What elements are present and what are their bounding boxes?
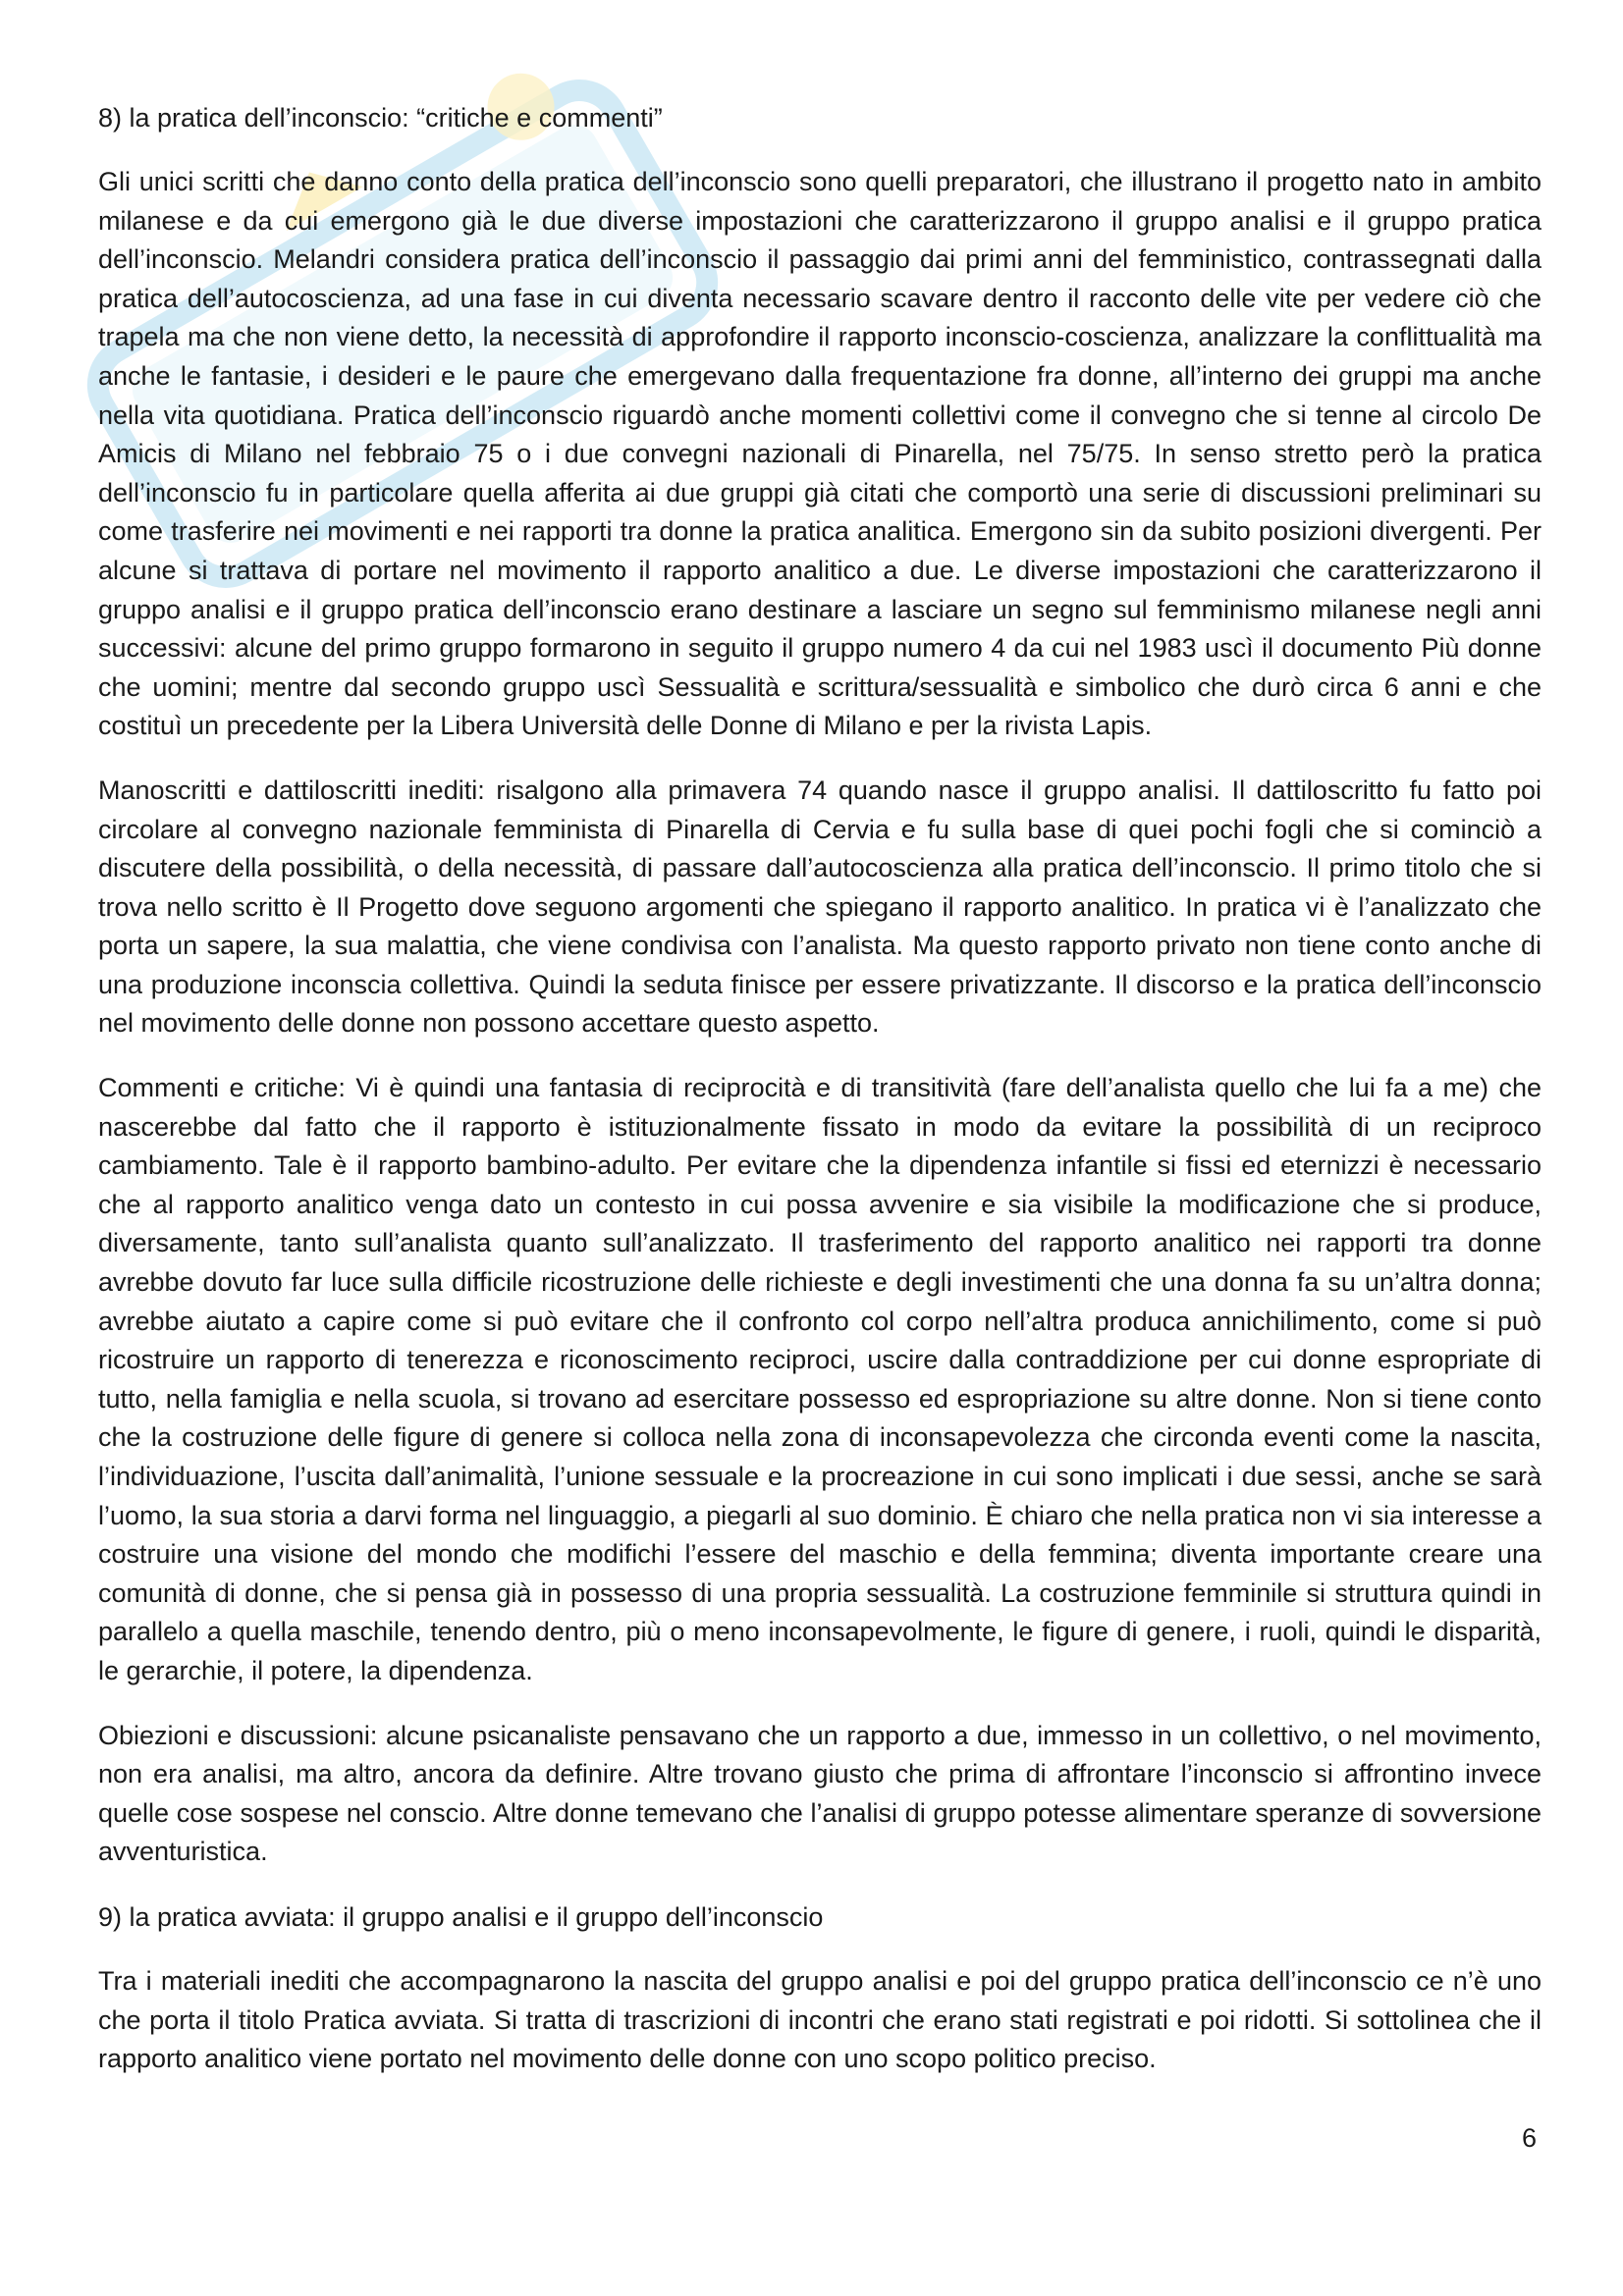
paragraph: Tra i materiali inediti che accompagnarono la nascita del gruppo analisi e poi del gruppo pratica dell’inconscio ce n’è uno che porta il titolo Pratica avviata. Si tratta di trascrizioni di incontri che erano stati registrati e poi ridotti. Si sottolinea che il rapporto analitico viene portato nel movimento delle donne con uno scopo politico preciso.: [98, 1965, 1542, 2074]
section-heading-9: 9) la pratica avviata: il gruppo analisi e il gruppo dell’inconscio: [98, 1901, 824, 1932]
paragraph: Manoscritti e dattiloscritti inediti: risalgono alla primavera 74 quando nasce il gruppo analisi. Il dattiloscritto fu fatto poi circolare al convegno nazionale femminista di Pinarella di Cervia e fu sulla base di quei pochi fogli che si cominciò a discutere della possibilità, o della necessità, di passare dall’autocoscienza alla pratica dell’inconscio. Il primo titolo che si trova nello scritto è Il Progetto dove seguono argomenti che spiegano il rapporto analitico. In pratica vi è l’analizzato che porta un sapere, la sua malattia, che viene condivisa con l’analista. Ma questo rapporto privato non tiene conto anche di una produzione inconscia collettiva. Quindi la seduta finisce per essere privatizzante. Il discorso e la pratica dell’inconscio nel movimento delle donne non possono accettare questo aspetto.: [98, 774, 1542, 1039]
document-page: [98, 98, 1542, 2105]
paragraph: Gli unici scritti che danno conto della pratica dell’inconscio sono quelli preparatori, che illustrano il progetto nato in ambito milanese e da cui emergono già le due diverse impostazioni che caratterizzarono il gruppo analisi e il gruppo pratica dell’inconscio. Melandri considera pratica dell’inconscio il passaggio dai primi anni del femministico, contrassegnati dalla pratica dell’autocoscienza, ad una fase in cui diventa necessario scavare dentro il racconto delle vite per vedere ciò che trapela ma che non viene detto, la necessità di approfondire il rapporto inconscio-coscienza, analizzare la conflittualità ma anche le fantasie, i desideri e le paure che emergevano dalla frequentazione fra donne, all’interno dei gruppi ma anche nella vita quotidiana. Pratica dell’inconscio riguardò anche momenti collettivi come il convegno che si tenne al circolo De Amicis di Milano nel febbraio 75 o i due convegni nazionali di Pinarella, nel 75/75. In senso stretto però la pratica dell’inconscio fu in particolare quella afferita ai due gruppi già citati che comportò una serie di discussioni preliminari su come trasferire nei movimenti e nei rapporti tra donne la pratica analitica. Emergono sin da subito posizioni divergenti. Per alcune si trattava di portare nel movimento il rapporto analitico a due. Le diverse impostazioni che caratterizzarono il gruppo analisi e il gruppo pratica dell’inconscio erano destinare a lasciare un segno sul femminismo milanese negli anni successivi: alcune del primo gruppo formarono in seguito il gruppo numero 4 da cui nel 1983 uscì il documento Più donne che uomini; mentre dal secondo gruppo uscì Sessualità e scrittura/sessualità e simbolico che durò circa 6 anni e che costituì un precedente per la Libera Università delle Donne di Milano e per la rivista Lapis.: [98, 167, 1542, 741]
section-heading-8: 8) la pratica dell’inconscio: “critiche e commenti”: [98, 103, 663, 133]
paragraph: Commenti e critiche: Vi è quindi una fantasia di reciprocità e di transitività (fare dell’analista quello che lui fa a me) che nascerebbe dal fatto che il rapporto è istituzionalmente fissato in modo da evitare la possibilità di un reciproco cambiamento. Tale è il rapporto bambino-adulto. Per evitare che la dipendenza infantile si fissi ed eternizzi è necessario che al rapporto analitico venga dato un contesto in cui possa avvenire e sia visibile la modificazione che si produce, diversamente, tanto sull’analista quanto sull’analizzato. Il trasferimento del rapporto analitico nei rapporti tra donne avrebbe dovuto far luce sulla difficile ricostruzione delle richieste e degli investimenti che una donna fa su un’altra donna; avrebbe aiutato a capire come si può evitare che il confronto col corpo nell’altra produca annichilimento, come si può ricostruire un rapporto di tenerezza e riconoscimento reciproci, uscire dalla contraddizione per cui donne espropriate di tutto, nella famiglia e nella scuola, si trovano ad esercitare possesso ed espropriazione su altre donne. Non si tiene conto che la costruzione delle figure di genere si colloca nella zona di inconsapevolezza che circonda eventi come la nascita, l’individuazione, l’uscita dall’animalità, l’unione sessuale e la procreazione in cui sono implicati i due sessi, anche se sarà l’uomo, la sua storia a darvi forma nel linguaggio, a piegarli al suo dominio. È chiaro che nella pratica non vi sia interesse a costruire una visione del mondo che modifichi l’essere del maschio e della femmina; diventa importante creare una comunità di donne, che si pensa già in possesso di una propria sessualità. La costruzione femminile si struttura quindi in parallelo a quella maschile, tenendo dentro, più o meno inconsapevolmente, le figure di genere, i ruoli, quindi le disparità, le gerarchie, il potere, la dipendenza.: [98, 1073, 1542, 1685]
page-number: 6: [1521, 2123, 1537, 2153]
paragraph: Obiezioni e discussioni: alcune psicanaliste pensavano che un rapporto a due, immesso in un collettivo, o nel movimento, non era analisi, ma altro, ancora da definire. Altre trovano giusto che prima di affrontare l’inconscio si affrontino invece quelle cose sospese nel conscio. Altre donne temevano che l’analisi di gruppo potesse alimentare speranze di sovversione avventuristica.: [98, 1720, 1542, 1867]
